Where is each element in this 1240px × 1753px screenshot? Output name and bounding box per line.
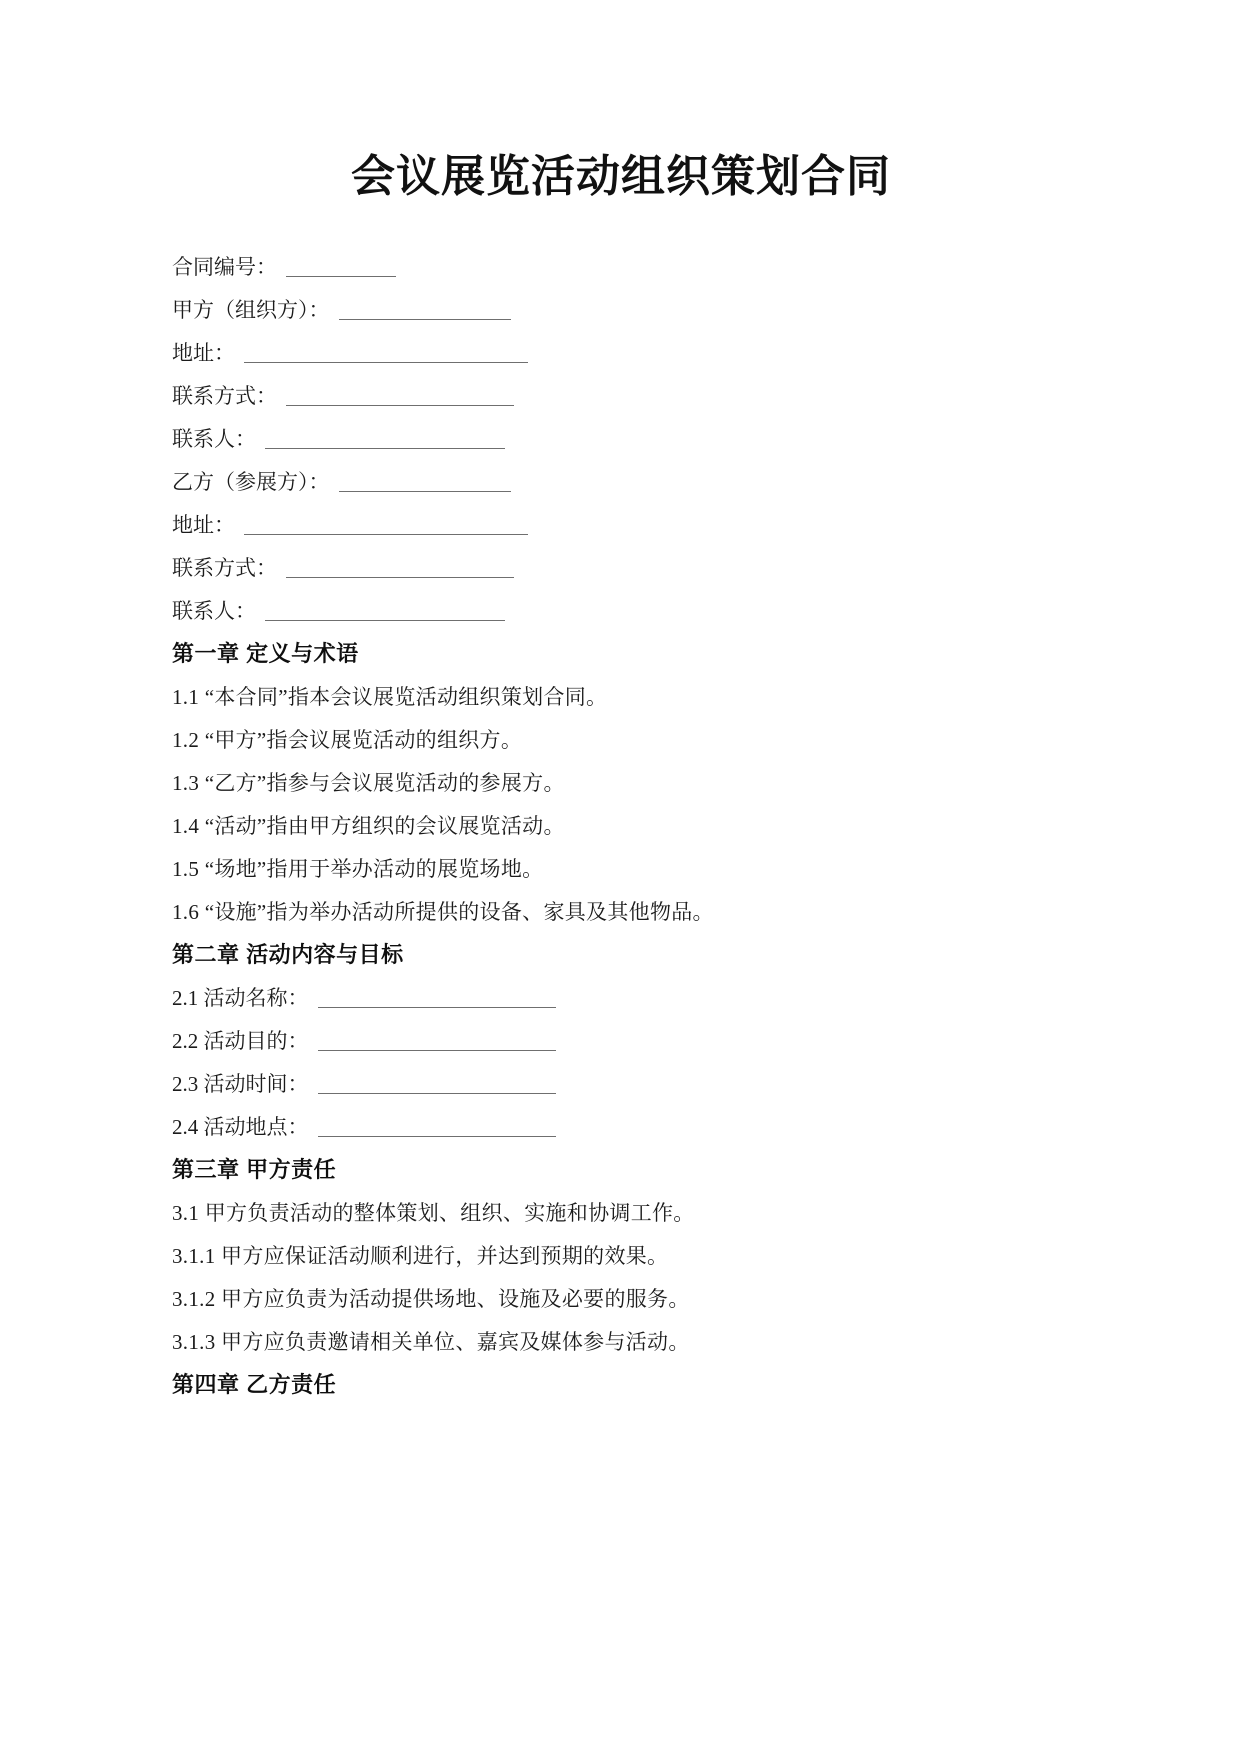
clause-1-3: 1.3 “乙方”指参与会议展览活动的参展方。 xyxy=(172,771,565,795)
field-party-a-contact-method xyxy=(172,383,1070,409)
clause-3-1-3: 3.1.3 甲方应负责邀请相关单位、嘉宾及媒体参与活动。 xyxy=(172,1330,690,1354)
chapter-2-heading: 第二章 活动内容与目标 xyxy=(172,942,404,967)
chapter-4-heading: 第四章 乙方责任 xyxy=(172,1372,337,1397)
blank-line xyxy=(286,387,514,406)
blank-line xyxy=(318,1118,556,1137)
clause-3-1: 3.1 甲方负责活动的整体策划、组织、实施和协调工作。 xyxy=(172,1201,695,1225)
field-party-a-contact-person xyxy=(172,426,1070,452)
blank-line xyxy=(244,516,528,535)
blank-line xyxy=(265,602,505,621)
field-party-b-address xyxy=(172,512,1070,538)
field-party-b-contact-person xyxy=(172,598,1070,624)
blank-line xyxy=(286,258,396,277)
field-contract-number xyxy=(172,254,1070,280)
blank-line xyxy=(318,1075,556,1094)
field-label: 甲方（组织方）： xyxy=(172,298,330,322)
page-title: 会议展览活动组织策划合同 xyxy=(351,152,891,201)
field-label: 合同编号： xyxy=(172,255,277,279)
blank-line xyxy=(265,430,505,449)
field-label: 2.2 活动目的： xyxy=(172,1029,309,1053)
field-party-a xyxy=(172,297,1070,323)
clause-1-2: 1.2 “甲方”指会议展览活动的组织方。 xyxy=(172,728,523,752)
field-label: 2.1 活动名称： xyxy=(172,986,309,1010)
field-label: 联系方式： xyxy=(172,384,277,408)
field-activity-time xyxy=(172,1071,1070,1097)
chapter-3-heading: 第三章 甲方责任 xyxy=(172,1157,337,1182)
field-party-a-address xyxy=(172,340,1070,366)
blank-line xyxy=(339,473,511,492)
blank-line xyxy=(318,1032,556,1051)
blank-line xyxy=(339,301,511,320)
field-activity-purpose xyxy=(172,1028,1070,1054)
field-label: 联系人： xyxy=(172,427,256,451)
field-activity-name xyxy=(172,985,1070,1011)
field-label: 2.3 活动时间： xyxy=(172,1072,309,1096)
clause-3-1-1: 3.1.1 甲方应保证活动顺利进行，并达到预期的效果。 xyxy=(172,1244,669,1268)
field-party-b xyxy=(172,469,1070,495)
field-label: 联系方式： xyxy=(172,556,277,580)
blank-line xyxy=(318,989,556,1008)
clause-3-1-2: 3.1.2 甲方应负责为活动提供场地、设施及必要的服务。 xyxy=(172,1287,690,1311)
field-label: 乙方（参展方）： xyxy=(172,470,330,494)
field-label: 地址： xyxy=(172,513,235,537)
clause-1-5: 1.5 “场地”指用于举办活动的展览场地。 xyxy=(172,857,544,881)
clause-1-1: 1.1 “本合同”指本会议展览活动组织策划合同。 xyxy=(172,685,608,709)
blank-line xyxy=(286,559,514,578)
field-label: 地址： xyxy=(172,341,235,365)
chapter-1-heading: 第一章 定义与术语 xyxy=(172,641,359,666)
field-party-b-contact-method xyxy=(172,555,1070,581)
field-label: 联系人： xyxy=(172,599,256,623)
clause-1-4: 1.4 “活动”指由甲方组织的会议展览活动。 xyxy=(172,814,565,838)
blank-line xyxy=(244,344,528,363)
clause-1-6: 1.6 “设施”指为举办活动所提供的设备、家具及其他物品。 xyxy=(172,900,714,924)
field-activity-location xyxy=(172,1114,1070,1140)
field-label: 2.4 活动地点： xyxy=(172,1115,309,1139)
